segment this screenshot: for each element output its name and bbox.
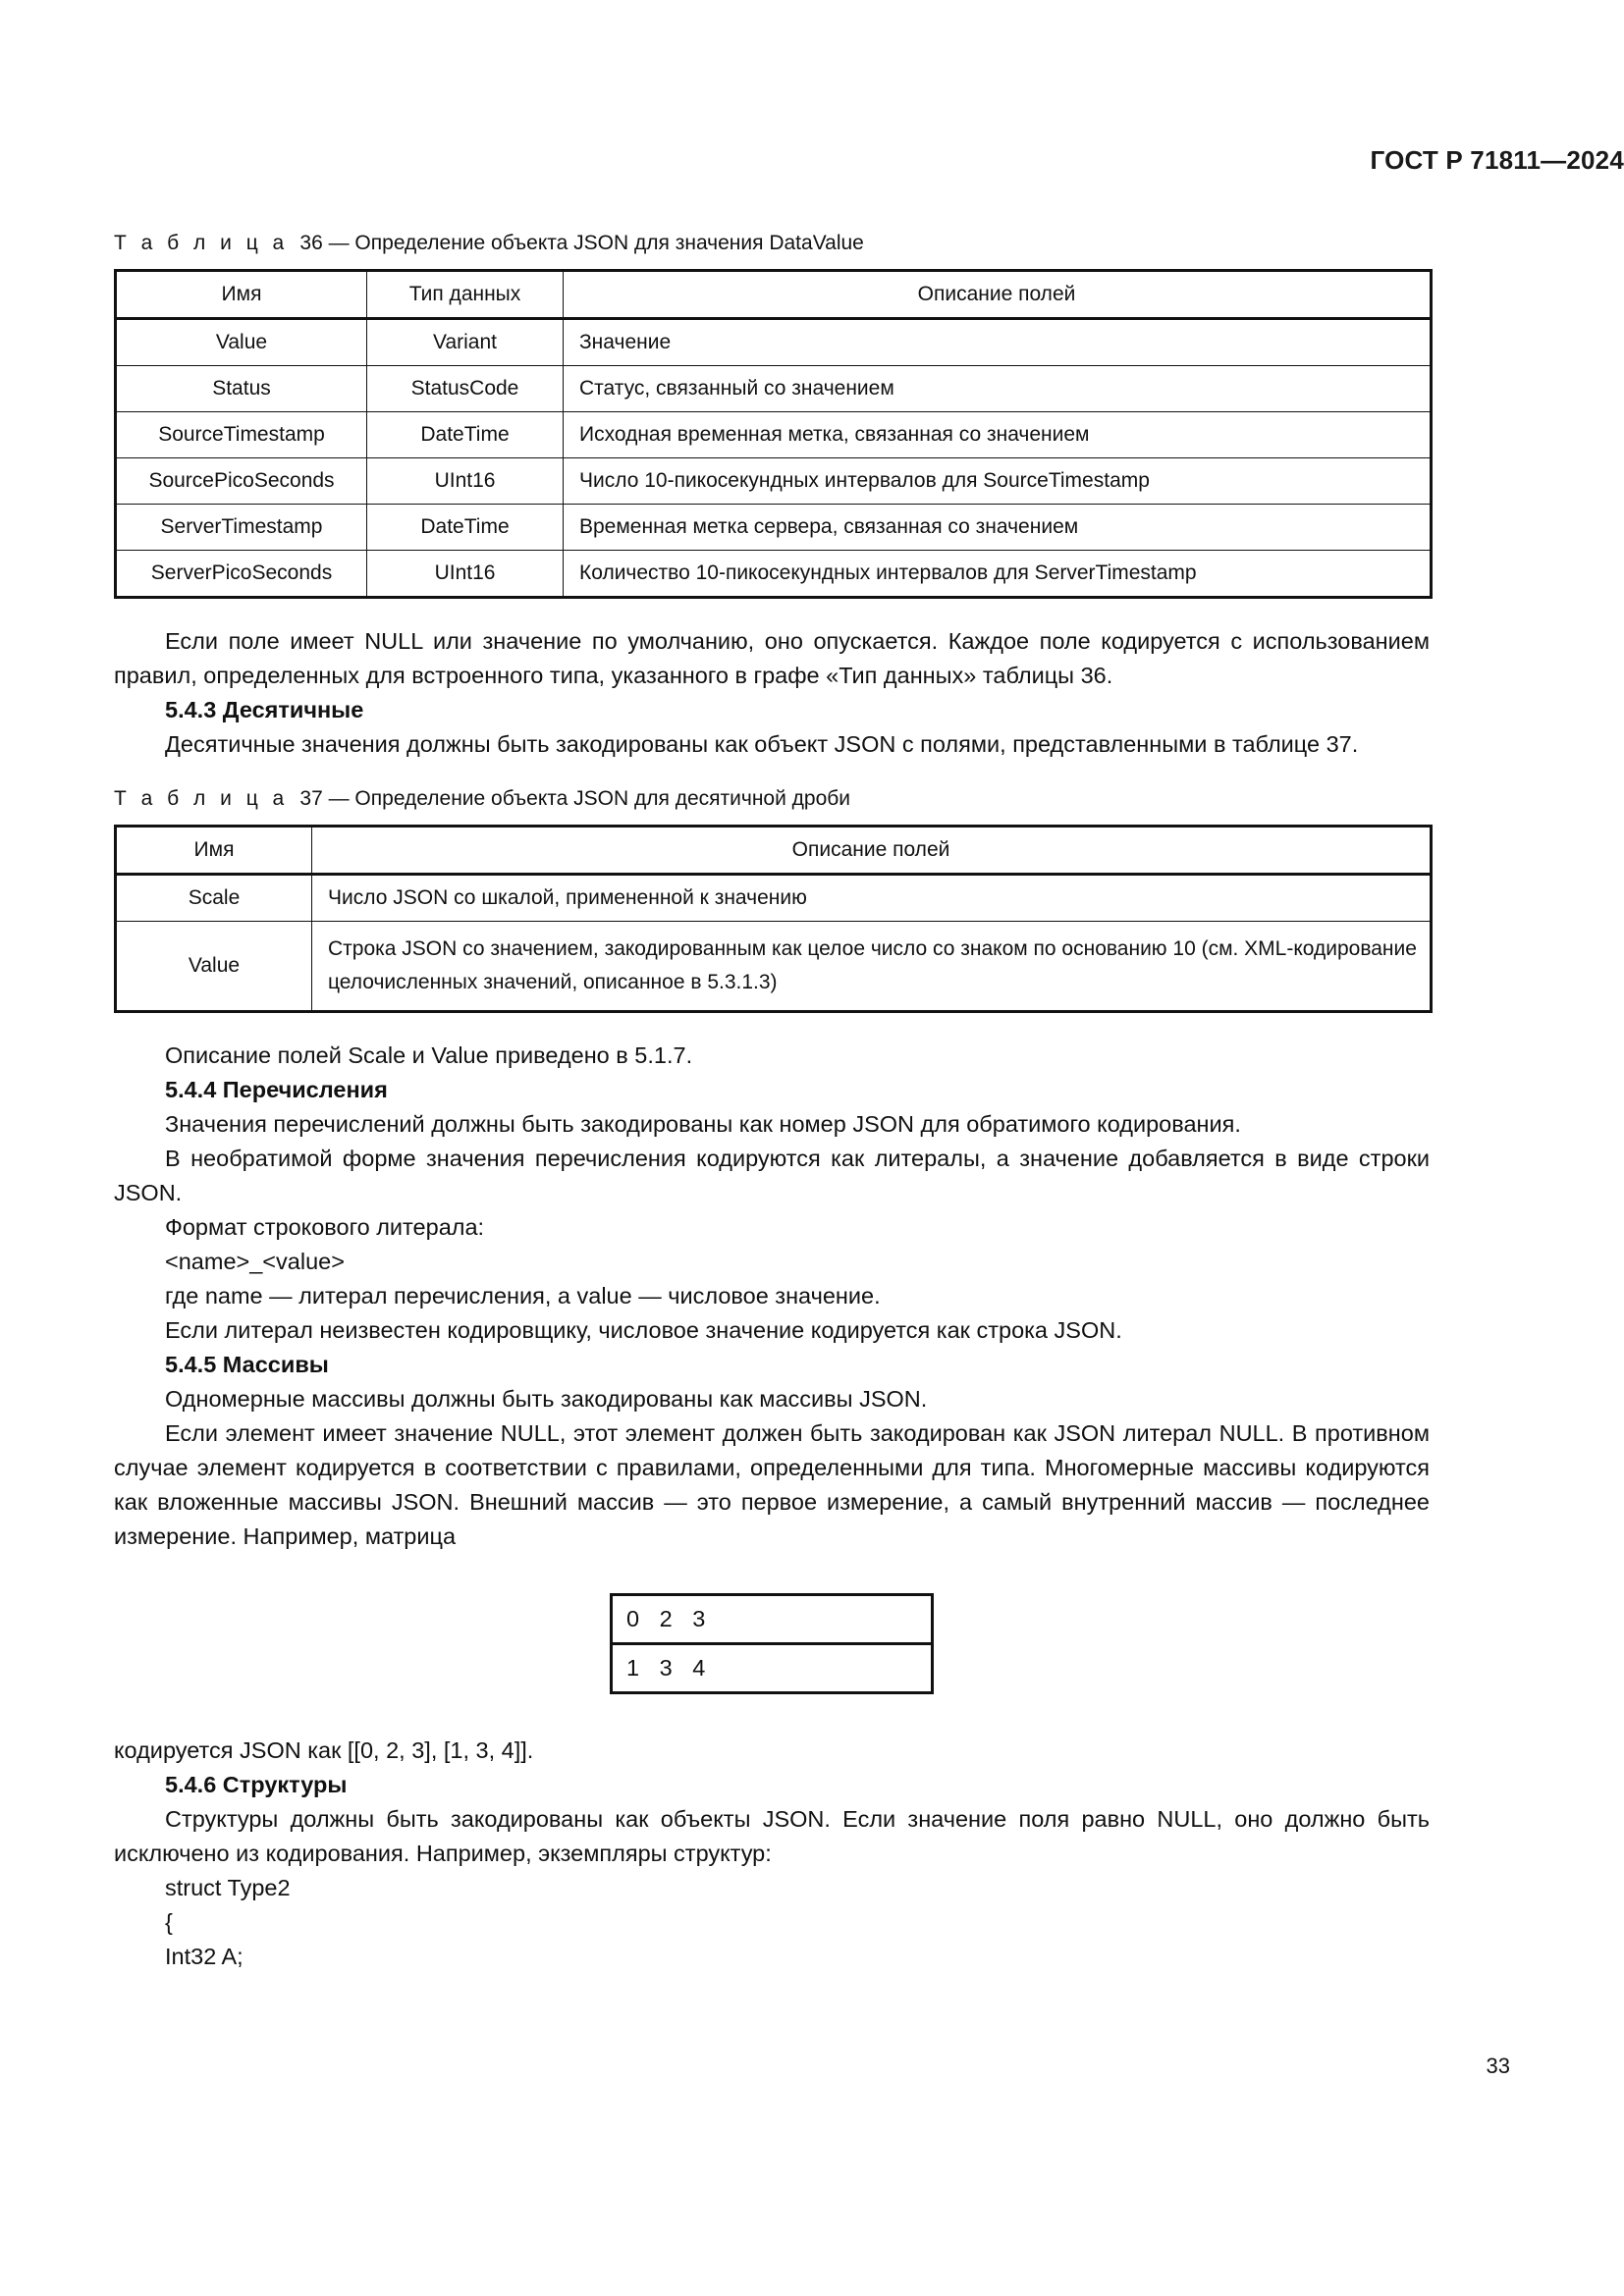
- table36-cell-description: Число 10-пикосекундных интервалов для SourceTimestamp: [564, 458, 1432, 505]
- document-header: [0, 145, 1624, 176]
- table36-cell-name: SourceTimestamp: [116, 412, 367, 458]
- code-line-field-a: Int32 A;: [165, 1944, 244, 1969]
- table36-cell-description: Количество 10-пикосекундных интервалов для ServerTimestamp: [564, 551, 1432, 598]
- table-row: [116, 412, 1432, 458]
- table36-caption-text: 36 — Определение объекта JSON для значения DataValue: [299, 232, 864, 254]
- table-row: [116, 458, 1432, 505]
- code-line-struct: struct Type2: [165, 1875, 291, 1900]
- table36-cell-name: ServerPicoSeconds: [116, 551, 367, 598]
- code-line-open-brace: {: [165, 1909, 173, 1935]
- section-heading-5-4-5: 5.4.5 Массивы: [165, 1352, 329, 1377]
- page-content: [114, 232, 1430, 1974]
- matrix-table: [610, 1593, 934, 1694]
- table37-caption: [114, 787, 1430, 811]
- table36-cell-description: Исходная временная метка, связанная со значением: [564, 412, 1432, 458]
- table36-caption: [114, 232, 1430, 255]
- table36-cell-type: Variant: [367, 319, 564, 366]
- section-heading-5-4-6: 5.4.6 Структуры: [165, 1772, 348, 1797]
- table37-cell-description: Строка JSON со значением, закодированным как целое число со знаком по основанию 10 (см. XML-кодирование целочисленных значений, описанное в 5.3.1.3): [312, 922, 1432, 1012]
- table36-cell-type: UInt16: [367, 551, 564, 598]
- table36-col-description: Описание полей: [564, 271, 1432, 319]
- table36-cell-type: DateTime: [367, 505, 564, 551]
- table37-caption-label: Т а б л и ц а: [114, 787, 289, 810]
- paragraph-after-table36: Если поле имеет NULL или значение по умолчанию, оно опускается. Каждое поле кодируется с использованием правил, определенных для встроенного типа, указанного в графе «Тип данных» таблицы 36.: [114, 628, 1430, 688]
- table37: [114, 825, 1433, 1013]
- table-row: [116, 551, 1432, 598]
- table37-caption-text: 37 — Определение объекта JSON для десятичной дроби: [299, 787, 851, 810]
- paragraph-5-4-4-5: Если литерал неизвестен кодировщику, числовое значение кодируется как строка JSON.: [165, 1317, 1122, 1343]
- paragraph-after-table37: Описание полей Scale и Value приведено в 5.1.7.: [165, 1042, 693, 1068]
- table36-cell-type: StatusCode: [367, 366, 564, 412]
- table-row: [116, 922, 1432, 1012]
- table36-cell-description: Временная метка сервера, связанная со значением: [564, 505, 1432, 551]
- matrix-example: [114, 1593, 1430, 1694]
- paragraph-5-4-4-2: В необратимой форме значения перечисления кодируются как литералы, а значение добавляется в виде строки JSON.: [114, 1146, 1430, 1205]
- paragraph-5-4-5-2: Если элемент имеет значение NULL, этот элемент должен быть закодирован как JSON литерал NULL. В противном случае элемент кодируется в соответствии с правилами, определенными для типа. Многомерные массивы кодируются как вложенные массивы JSON. Внешний массив — это первое измерение, а самый внутренний массив — последнее измерение. Например, матрица: [114, 1420, 1430, 1549]
- table37-header-row: [116, 827, 1432, 875]
- table36: [114, 269, 1433, 599]
- table36-header-row: [116, 271, 1432, 319]
- table37-cell-name: Value: [116, 922, 312, 1012]
- table36-cell-type: DateTime: [367, 412, 564, 458]
- paragraph-5-4-4-1: Значения перечислений должны быть закодированы как номер JSON для обратимого кодирования.: [165, 1111, 1241, 1137]
- matrix-row: [612, 1595, 933, 1644]
- table36-cell-name: ServerTimestamp: [116, 505, 367, 551]
- literal-format-example: <name>_<value>: [165, 1249, 345, 1274]
- section-heading-5-4-4: 5.4.4 Перечисления: [165, 1077, 388, 1102]
- table36-cell-name: Value: [116, 319, 367, 366]
- table37-cell-description: Число JSON со шкалой, примененной к значению: [312, 875, 1432, 922]
- matrix-row-values: 0 2 3: [612, 1595, 933, 1644]
- standard-number: ГОСТ Р 71811—2024: [1370, 145, 1624, 175]
- paragraph-5-4-4-4: где name — литерал перечисления, a value — числовое значение.: [165, 1283, 881, 1308]
- table36-col-name: Имя: [116, 271, 367, 319]
- paragraph-5-4-6-1: Структуры должны быть закодированы как объекты JSON. Если значение поля равно NULL, оно должно быть исключено из кодирования. Например, экземпляры структур:: [114, 1806, 1430, 1866]
- page-number: 33: [1486, 2054, 1510, 2078]
- table37-cell-name: Scale: [116, 875, 312, 922]
- table36-caption-label: Т а б л и ц а: [114, 232, 289, 254]
- table36-cell-description: Статус, связанный со значением: [564, 366, 1432, 412]
- table-row: [116, 366, 1432, 412]
- matrix-row: [612, 1644, 933, 1693]
- matrix-row-values: 1 3 4: [612, 1644, 933, 1693]
- table36-cell-name: SourcePicoSeconds: [116, 458, 367, 505]
- table37-col-description: Описание полей: [312, 827, 1432, 875]
- paragraph-5-4-5-1: Одномерные массивы должны быть закодированы как массивы JSON.: [165, 1386, 928, 1412]
- paragraph-after-matrix: кодируется JSON как [[0, 2, 3], [1, 3, 4]].: [114, 1737, 534, 1763]
- table36-cell-description: Значение: [564, 319, 1432, 366]
- table36-cell-name: Status: [116, 366, 367, 412]
- table-row: [116, 505, 1432, 551]
- table-row: [116, 319, 1432, 366]
- table36-cell-type: UInt16: [367, 458, 564, 505]
- paragraph-5-4-3: Десятичные значения должны быть закодированы как объект JSON с полями, представленными в таблице 37.: [165, 731, 1359, 757]
- section-heading-5-4-3: 5.4.3 Десятичные: [165, 697, 364, 722]
- paragraph-5-4-4-3: Формат строкового литерала:: [165, 1214, 485, 1240]
- table-row: [116, 875, 1432, 922]
- table37-col-name: Имя: [116, 827, 312, 875]
- table36-col-type: Тип данных: [367, 271, 564, 319]
